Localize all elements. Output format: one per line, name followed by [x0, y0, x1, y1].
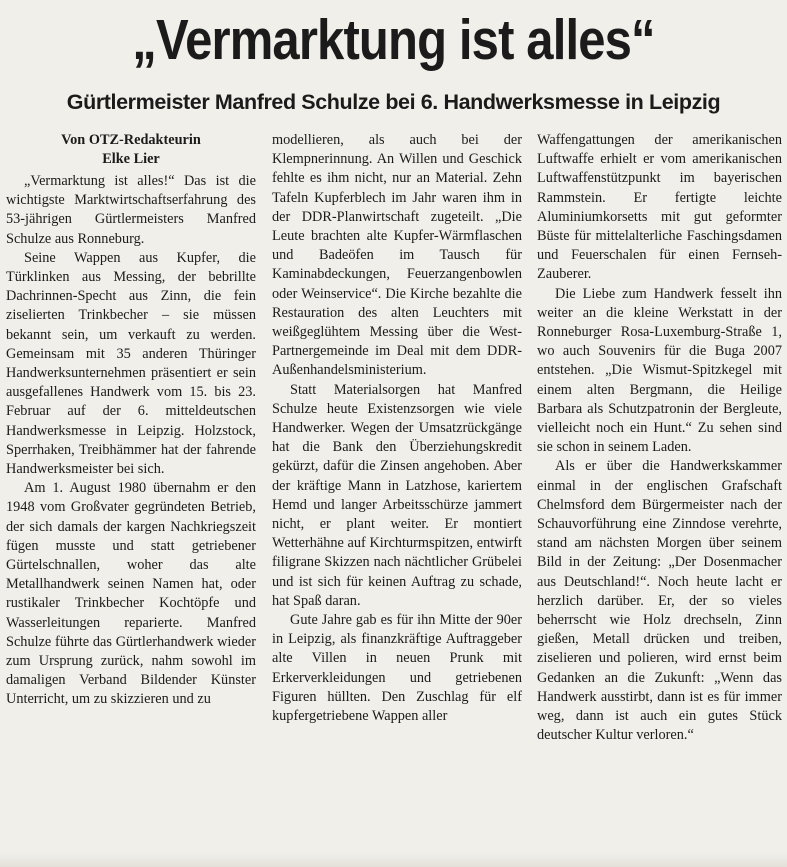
paragraph: „Vermarktung ist alles!“ Das ist die wichtigste Marktwirtschaftserfahrung des 53-jährigen Gürtlermeisters Manfred Schulze aus Ronneburg.	[6, 173, 256, 247]
byline	[6, 131, 256, 168]
byline-author-name: Elke Lier	[102, 150, 160, 167]
paragraph: Waffengattungen der amerikanischen Luftwaffe erhielt er vom amerikanischen Luftwaffenstützpunkt im bayerischen Rammstein. Er fertigte leichte Aluminiumkorsetts mit gut geformter Büste für mittelalterliche Faschingsdamen und Feuerschalen für einen Fernseh-Zauberer.	[537, 132, 782, 283]
paragraph: Am 1. August 1980 übernahm er den 1948 vom Großvater gegründeten Betrieb, der sich damals der kargen Nachkriegszeit fügen musste und statt getriebener Gürtelschnallen, woher das alte Metallhandwerk seinen Namen hat, oder rustikaler Trinkbecher Kochtöpfe und Wasserleitungen reparierte. Manfred Schulze führte das Gürtlerhandwerk wieder zum Ursprung zurück, nahm sowohl im damaligen Verband Bildender Künster Unterricht, um zu skizzieren und zu	[6, 480, 256, 708]
article-column-2	[272, 131, 522, 726]
headline: „Vermarktung ist alles“	[132, 8, 655, 72]
article-column-1	[6, 131, 256, 710]
paragraph: modellieren, als auch bei der Klempnerinnung. An Willen und Geschick fehlte es ihm nicht, nur an Material. Zehn Tafeln Kupferblech im Jahr waren ihm in der DDR-Planwirtschaft zugeteilt. „Die Leute brachten alte Kupfer-Wärmflaschen und Badeöfen im Tausch für Kaminabdeckungen, Feuerzangenbowlen oder Weinservice“. Die Kirche bezahlte die Restauration des alten Leuchters mit weißgeglühtem Messing über die West-Partnergemeinde im Deal mit dem DDR-Außenhandelsministerium.	[272, 132, 522, 379]
paragraph: Seine Wappen aus Kupfer, die Türklinken aus Messing, der bebrillte Dachrinnen-Specht aus Zinn, die fein ziselierten Trinkbecher – sie müssen bekannt sein, um verkauft zu werden. Gemeinsam mit 35 anderen Thüringer Handwerksunternehmen präsentiert er sein ausgefallenes Handwerk vom 15. bis 23. Februar auf der 6. mitteldeutschen Handwerksmesse in Leipzig. Holzstock, Sperrhaken, Treibhämmer hat der fahrende Handwerksmeister bei sich.	[6, 249, 256, 478]
byline-author-title: Von OTZ-Redakteurin	[61, 132, 201, 148]
subheadline: Gürtlermeister Manfred Schulze bei 6. Handwerksmesse in Leipzig	[66, 90, 721, 114]
paragraph: Als er über die Handwerkskammer einmal in der englischen Grafschaft Chelmsford dem Bürgermeister nach der Schauvorführung eine Zinndose verehrte, stand am nächsten Morgen über seinem Bild in der Zeitung: „Der Dosenmacher aus Deutschland!“. Noch heute lacht er herzlich darüber. Er, der so vieles beherrscht wie Holz drechseln, Zinn gießen, Metall drücken und treiben, ziselieren und polieren, wird ernst beim Gedanken an die Zukunft: „Wenn das Handwerk ausstirbt, dann ist es für immer weg, dann ist auch ein gutes Stück deutscher Kultur verloren.“	[537, 458, 782, 744]
paragraph: Gute Jahre gab es für ihn Mitte der 90er in Leipzig, als finanzkräftige Auftraggeber alte Villen in neuen Prunk mit Erkerverkleidungen und getriebenen Figuren hüllten. Den Zuschlag für elf kupfergetriebene Wappen aller	[272, 612, 522, 725]
paragraph: Statt Materialsorgen hat Manfred Schulze heute Existenzsorgen wie viele Handwerker. Wegen der Umsatzrückgänge hat die Bank den Überziehungskredit gekürzt, dafür die Zinsen angehoben. Aber der kräftige Mann in Latzhose, kariertem Hemd und langer Arbeitsschürze jammert nicht, er plant weiter. Er montiert Wetterhähne auf Kirchturmspitzen, entwirft filigrane Skizzen nach nächtlicher Grübelei und ist sich für keinen Auftrag zu schade, hat Spaß daran.	[272, 381, 522, 609]
article-column-3	[537, 131, 782, 746]
paragraph: Die Liebe zum Handwerk fesselt ihn weiter an die kleine Werkstatt in der Ronneburger Rosa-Luxemburg-Straße 1, wo auch Souvenirs für die Buga 2007 entstehen. „Die Wismut-Spitzkegel mit einem alten Bergmann, die Heilige Barbara als Schutzpatronin der Bergleute, vielleicht noch ein Hunt.“ Zu sehen sind sie schon in seinem Laden.	[537, 285, 782, 456]
clipping-bottom-edge	[0, 853, 787, 867]
